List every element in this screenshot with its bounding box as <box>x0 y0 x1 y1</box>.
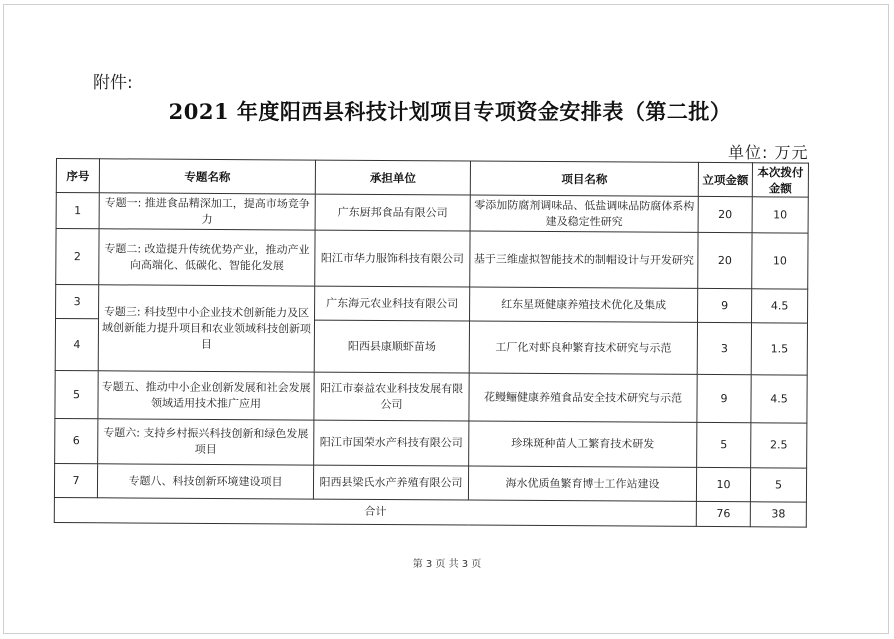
table-row <box>55 370 807 423</box>
cell-project: 珍珠斑种苗人工繁育技术研发 <box>469 421 697 467</box>
cell-topic: 专题三: 科技型中小企业技术创新能力及区域创新能力提升项目和农业领域科技创新项目 <box>98 285 315 372</box>
header-seq: 序号 <box>56 159 99 193</box>
cell-approved: 9 <box>698 288 752 322</box>
funding-table <box>54 158 809 528</box>
total-approved: 76 <box>696 501 750 526</box>
cell-org: 阳江市泰益农业科技发展有限公司 <box>314 372 469 421</box>
cell-seq: 2 <box>56 229 99 285</box>
table-total-row <box>54 497 806 527</box>
header-approved: 立项金额 <box>698 162 752 196</box>
cell-approved: 9 <box>697 374 751 422</box>
cell-seq: 3 <box>56 285 99 319</box>
attachment-label: 附件: <box>93 73 133 93</box>
cell-approved: 3 <box>697 322 751 374</box>
cell-seq: 1 <box>56 193 99 229</box>
document-title: 2021 年度阳西县科技计划项目专项资金安排表（第二批） <box>168 99 732 124</box>
page-footer: 第 3 页 共 3 页 <box>412 559 482 570</box>
cell-allocated: 4.5 <box>752 289 808 323</box>
cell-org: 阳江市华力服饰科技有限公司 <box>315 230 470 287</box>
cell-org: 阳西县梁氏水产养殖有限公司 <box>313 465 468 500</box>
table-row <box>55 418 807 468</box>
cell-seq: 4 <box>55 319 98 371</box>
cell-allocated: 5 <box>750 468 806 502</box>
total-allocated: 38 <box>750 502 806 527</box>
header-topic: 专题名称 <box>99 159 315 194</box>
cell-topic: 专题一: 推进食品精深加工，提高市场竞争力 <box>99 193 315 230</box>
cell-approved: 10 <box>696 467 750 501</box>
table-row <box>56 229 808 290</box>
table-row <box>56 285 808 324</box>
cell-project: 零添加防腐剂调味品、低盐调味品防腐体系构建及稳定性研究 <box>470 195 698 232</box>
cell-seq: 5 <box>55 370 98 418</box>
cell-project: 海水优质鱼繁育博士工作站建设 <box>468 466 696 501</box>
header-allocated: 本次拨付金额 <box>752 163 808 197</box>
cell-org: 广东海元农业科技有限公司 <box>315 286 470 321</box>
cell-topic: 专题二: 改造提升传统优势产业，推动产业向高端化、低碳化、智能化发展 <box>99 229 315 286</box>
cell-project: 红东星斑健康养殖技术优化及集成 <box>470 287 698 322</box>
cell-topic: 专题六: 支持乡村振兴科技创新和绿色发展项目 <box>98 419 314 465</box>
cell-project: 工厂化对虾良种繁育技术研究与示范 <box>469 321 697 374</box>
total-label: 合计 <box>54 497 696 526</box>
cell-project: 基于三维虚拟智能技术的制帽设计与开发研究 <box>470 231 698 288</box>
cell-allocated: 2.5 <box>751 423 807 468</box>
header-org: 承担单位 <box>315 160 470 195</box>
cell-approved: 20 <box>698 196 752 232</box>
header-project: 项目名称 <box>470 161 698 196</box>
cell-approved: 20 <box>698 232 752 288</box>
unit-label: 单位: 万元 <box>728 143 809 162</box>
table-header-row <box>56 159 808 198</box>
cell-org: 广东厨邦食品有限公司 <box>315 194 470 231</box>
table-row <box>54 463 806 502</box>
cell-allocated: 10 <box>752 233 808 289</box>
cell-topic: 专题八、科技创新环境建设项目 <box>97 464 313 499</box>
cell-topic: 专题五、推动中小企业创新发展和社会发展领域适用技术推广应用 <box>98 371 314 420</box>
cell-project: 花鳗鲡健康养殖食品安全技术研究与示范 <box>469 373 697 422</box>
cell-allocated: 4.5 <box>751 375 807 423</box>
cell-seq: 7 <box>54 463 97 497</box>
cell-org: 阳江市国荣水产科技有限公司 <box>314 420 469 466</box>
cell-seq: 6 <box>55 418 98 463</box>
cell-approved: 5 <box>697 422 751 467</box>
cell-allocated: 10 <box>752 197 808 233</box>
table-row <box>56 193 808 234</box>
cell-allocated: 1.5 <box>751 323 807 375</box>
cell-org: 阳西县康顺虾苗场 <box>314 320 469 373</box>
